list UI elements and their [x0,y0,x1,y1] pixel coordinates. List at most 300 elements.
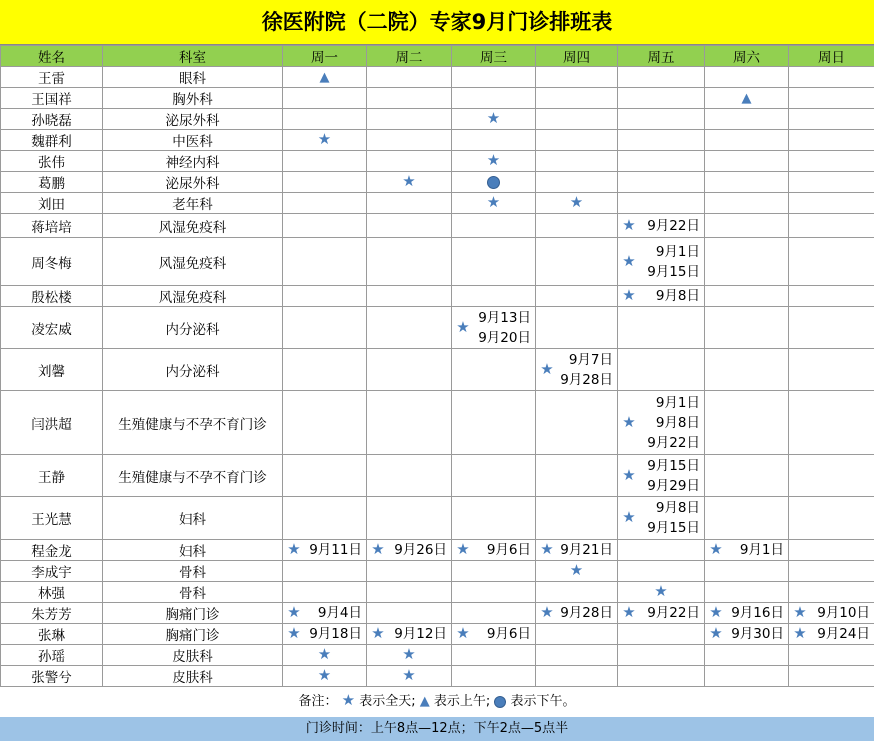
schedule-cell [367,561,452,582]
clinic-date: 9月22日 [640,603,700,623]
clinic-date: 9月22日 [640,433,700,453]
full-day-star-icon: ★ [618,605,640,621]
doctor-name: 殷松楼 [1,286,103,307]
table-row [1,307,874,349]
schedule-cell [618,540,705,561]
table-row [1,109,874,130]
legend-star-text: 表示全天; [359,694,415,709]
clinic-dates [389,624,451,644]
header-mon: 周一 [283,46,367,67]
schedule-cell [789,172,874,193]
clinic-dates [640,242,704,282]
table-row [1,666,874,687]
schedule-cell [618,391,705,455]
legend-circle-text: 表示下午。 [511,694,576,709]
schedule-cell [536,540,618,561]
schedule-cell [618,109,705,130]
schedule-cell [789,455,874,497]
clinic-date: 9月4日 [305,603,362,623]
schedule-cell [789,307,874,349]
schedule-cell [705,67,789,88]
schedule-cell [283,540,367,561]
clinic-dates [389,540,451,560]
schedule-cell [367,238,452,286]
schedule-cell [452,238,536,286]
schedule-cell [367,645,452,666]
full-day-star-icon: ★ [789,605,811,621]
table-row [1,193,874,214]
clinic-date: 9月29日 [640,476,700,496]
schedule-cell [452,130,536,151]
schedule-cell [789,109,874,130]
schedule-cell [283,455,367,497]
schedule-cell [536,109,618,130]
schedule-cell [452,603,536,624]
schedule-cell [536,624,618,645]
schedule-cell [367,666,452,687]
full-day-star-icon: ★ [618,288,640,304]
clinic-date: 9月22日 [640,216,700,236]
clinic-dates [640,286,704,306]
doctor-name: 葛鹏 [1,172,103,193]
clinic-dates [305,624,366,644]
table-row [1,172,874,193]
schedule-cell [618,349,705,391]
schedule-body [1,67,874,687]
full-day-star-icon: ★ [536,542,558,558]
table-row [1,67,874,88]
clinic-date: 9月1日 [640,242,700,262]
schedule-cell [789,497,874,540]
schedule-cell [367,88,452,109]
full-day-star-icon: ★ [566,563,588,579]
doctor-name: 王国祥 [1,88,103,109]
schedule-cell [367,151,452,172]
department: 眼科 [103,67,283,88]
full-day-star-icon: ★ [452,626,474,642]
schedule-cell [367,582,452,603]
schedule-cell [618,172,705,193]
department: 生殖健康与不孕不育门诊 [103,455,283,497]
morning-triangle-icon: ▲ [314,69,336,85]
full-day-star-icon: ★ [536,605,558,621]
schedule-cell [536,307,618,349]
clinic-date: 9月8日 [640,413,700,433]
schedule-cell [536,88,618,109]
clinic-dates [558,350,617,390]
table-row [1,603,874,624]
full-day-star-icon: ★ [536,362,558,378]
clinic-dates [474,308,535,348]
legend-tri-text: 表示上午; [434,694,490,709]
table-row [1,151,874,172]
department: 皮肤科 [103,666,283,687]
schedule-cell [367,286,452,307]
table-row [1,645,874,666]
schedule-cell [536,193,618,214]
full-day-star-icon: ★ [452,542,474,558]
schedule-cell [283,349,367,391]
schedule-cell [283,172,367,193]
full-day-star-icon: ★ [314,668,336,684]
schedule-cell [789,624,874,645]
schedule-cell [789,88,874,109]
schedule-cell [452,455,536,497]
table-row [1,582,874,603]
department: 泌尿外科 [103,109,283,130]
schedule-cell [367,455,452,497]
clinic-hours: 门诊时间：上午8点—12点；下午2点—5点半 [0,717,874,741]
schedule-cell [705,497,789,540]
schedule-cell [618,582,705,603]
clinic-date: 9月12日 [389,624,447,644]
schedule-cell [618,88,705,109]
full-day-star-icon: ★ [705,605,727,621]
doctor-name: 张伟 [1,151,103,172]
department: 风湿免疫科 [103,214,283,238]
full-day-star-icon: ★ [367,542,389,558]
department: 骨科 [103,582,283,603]
schedule-cell [618,561,705,582]
schedule-cell [618,130,705,151]
clinic-date: 9月6日 [474,624,531,644]
full-day-star-icon: ★ [650,584,672,600]
star-icon: ★ [342,691,355,709]
schedule-cell [536,286,618,307]
full-day-star-icon: ★ [314,132,336,148]
morning-triangle-icon: ▲ [736,90,758,106]
schedule-cell [452,624,536,645]
schedule-cell [452,286,536,307]
clinic-date: 9月1日 [640,393,700,413]
schedule-cell [367,497,452,540]
schedule-cell [618,497,705,540]
clinic-dates [558,603,617,623]
schedule-cell [789,645,874,666]
clinic-date: 9月13日 [474,308,531,328]
clinic-dates [474,540,535,560]
schedule-cell [705,214,789,238]
schedule-cell [536,603,618,624]
schedule-cell [452,151,536,172]
doctor-name: 孙瑶 [1,645,103,666]
schedule-cell [618,214,705,238]
table-row [1,88,874,109]
triangle-icon: ▲ [420,694,430,709]
schedule-cell [705,582,789,603]
schedule-cell [618,603,705,624]
table-row [1,130,874,151]
schedule-cell [283,238,367,286]
header-dept: 科室 [103,46,283,67]
doctor-name: 凌宏威 [1,307,103,349]
doctor-name: 朱芳芳 [1,603,103,624]
clinic-dates [727,540,788,560]
full-day-star-icon: ★ [452,320,474,336]
full-day-star-icon: ★ [618,218,640,234]
clinic-dates [305,540,366,560]
department: 内分泌科 [103,349,283,391]
schedule-cell [367,349,452,391]
clinic-dates [640,216,704,236]
clinic-date: 9月28日 [558,603,613,623]
clinic-date: 9月15日 [640,262,700,282]
clinic-dates [640,498,704,538]
schedule-cell [283,497,367,540]
schedule-cell [618,624,705,645]
full-day-star-icon: ★ [618,254,640,270]
doctor-name: 魏群利 [1,130,103,151]
clinic-date: 9月7日 [558,350,613,370]
header-wed: 周三 [452,46,536,67]
full-day-star-icon: ★ [398,647,420,663]
clinic-date: 9月28日 [558,370,613,390]
schedule-cell [452,666,536,687]
doctor-name: 蒋培培 [1,214,103,238]
schedule-cell [789,151,874,172]
schedule-cell [789,666,874,687]
schedule-cell [367,130,452,151]
header-thu: 周四 [536,46,618,67]
table-row [1,497,874,540]
schedule-cell [367,67,452,88]
schedule-table [0,45,874,687]
schedule-cell [789,603,874,624]
department: 骨科 [103,561,283,582]
schedule-cell [536,391,618,455]
department: 风湿免疫科 [103,286,283,307]
schedule-cell [705,666,789,687]
schedule-cell [367,172,452,193]
schedule-cell [705,307,789,349]
legend-prefix: 备注： [298,694,337,709]
doctor-name: 闫洪超 [1,391,103,455]
full-day-star-icon: ★ [483,153,505,169]
schedule-cell [536,645,618,666]
full-day-star-icon: ★ [283,605,305,621]
schedule-cell [283,151,367,172]
schedule-cell [705,645,789,666]
header-sun: 周日 [789,46,874,67]
schedule-cell [705,238,789,286]
schedule-cell [705,561,789,582]
full-day-star-icon: ★ [618,510,640,526]
full-day-star-icon: ★ [618,415,640,431]
clinic-date: 9月8日 [640,286,700,306]
schedule-cell [789,67,874,88]
schedule-cell [618,238,705,286]
doctor-name: 王光慧 [1,497,103,540]
circle-icon [494,696,506,708]
department: 风湿免疫科 [103,238,283,286]
department: 泌尿外科 [103,172,283,193]
clinic-date: 9月30日 [727,624,784,644]
header-row [1,46,874,67]
doctor-name: 王静 [1,455,103,497]
schedule-cell [705,193,789,214]
schedule-cell [452,349,536,391]
table-row [1,624,874,645]
schedule-cell [705,88,789,109]
full-day-star-icon: ★ [283,542,305,558]
clinic-date: 9月20日 [474,328,531,348]
full-day-star-icon: ★ [483,195,505,211]
schedule-cell [618,307,705,349]
full-day-star-icon: ★ [789,626,811,642]
clinic-date: 9月8日 [640,498,700,518]
schedule-cell [705,540,789,561]
schedule-cell [283,645,367,666]
department: 老年科 [103,193,283,214]
clinic-dates [727,603,788,623]
schedule-cell [452,88,536,109]
table-row [1,349,874,391]
schedule-cell [452,582,536,603]
schedule-cell [705,151,789,172]
schedule-cell [283,130,367,151]
schedule-cell [536,130,618,151]
department: 生殖健康与不孕不育门诊 [103,391,283,455]
department: 皮肤科 [103,645,283,666]
clinic-date: 9月11日 [305,540,362,560]
schedule-cell [789,214,874,238]
schedule-cell [452,645,536,666]
schedule-cell [367,540,452,561]
schedule-cell [283,88,367,109]
schedule-cell [536,238,618,286]
table-row [1,540,874,561]
legend-note [0,687,874,717]
schedule-cell [618,151,705,172]
schedule-cell [536,349,618,391]
header-tue: 周二 [367,46,452,67]
full-day-star-icon: ★ [398,668,420,684]
table-row [1,238,874,286]
schedule-cell [789,391,874,455]
clinic-dates [727,624,788,644]
schedule-cell [705,130,789,151]
schedule-cell [283,391,367,455]
department: 妇科 [103,540,283,561]
schedule-cell [618,645,705,666]
clinic-date: 9月21日 [558,540,613,560]
schedule-cell [536,666,618,687]
schedule-cell [283,193,367,214]
schedule-cell [705,109,789,130]
schedule-cell [283,666,367,687]
schedule-cell [705,455,789,497]
clinic-dates [811,603,874,623]
clinic-dates [305,603,366,623]
schedule-cell [283,561,367,582]
schedule-cell [536,582,618,603]
schedule-cell [789,540,874,561]
department: 神经内科 [103,151,283,172]
schedule-cell [367,214,452,238]
schedule-cell [618,67,705,88]
table-row [1,561,874,582]
schedule-cell [367,307,452,349]
schedule-cell [283,307,367,349]
doctor-name: 张琳 [1,624,103,645]
doctor-name: 孙晓磊 [1,109,103,130]
full-day-star-icon: ★ [618,468,640,484]
clinic-date: 9月24日 [811,624,870,644]
schedule-cell [452,561,536,582]
schedule-cell [705,391,789,455]
schedule-cell [452,391,536,455]
clinic-date: 9月15日 [640,456,700,476]
schedule-cell [452,109,536,130]
schedule-cell [705,172,789,193]
table-row [1,455,874,497]
clinic-dates [811,624,874,644]
department: 妇科 [103,497,283,540]
schedule-cell [367,193,452,214]
schedule-cell [452,193,536,214]
schedule-cell [536,497,618,540]
schedule-cell [618,455,705,497]
schedule-cell [789,238,874,286]
full-day-star-icon: ★ [314,647,336,663]
schedule-cell [536,561,618,582]
schedule-cell [283,624,367,645]
schedule-cell [367,603,452,624]
schedule-cell [283,67,367,88]
schedule-cell [283,109,367,130]
clinic-dates [558,540,617,560]
schedule-cell [789,582,874,603]
schedule-cell [618,286,705,307]
department: 胸外科 [103,88,283,109]
schedule-cell [283,214,367,238]
doctor-name: 林强 [1,582,103,603]
full-day-star-icon: ★ [398,174,420,190]
clinic-date: 9月16日 [727,603,784,623]
clinic-dates [640,603,704,623]
schedule-cell [536,151,618,172]
schedule-cell [618,666,705,687]
schedule-cell [283,603,367,624]
doctor-name: 刘馨 [1,349,103,391]
department: 胸痛门诊 [103,603,283,624]
doctor-name: 程金龙 [1,540,103,561]
schedule-cell [367,624,452,645]
header-fri: 周五 [618,46,705,67]
schedule-cell [452,307,536,349]
department: 中医科 [103,130,283,151]
doctor-name: 张警兮 [1,666,103,687]
schedule-cell [789,561,874,582]
schedule-cell [789,130,874,151]
schedule-cell [618,193,705,214]
clinic-date: 9月18日 [305,624,362,644]
clinic-date: 9月10日 [811,603,870,623]
schedule-cell [789,349,874,391]
schedule-cell [536,455,618,497]
clinic-dates [640,393,704,453]
schedule-cell [452,172,536,193]
doctor-name: 刘田 [1,193,103,214]
schedule-cell [789,286,874,307]
department: 内分泌科 [103,307,283,349]
full-day-star-icon: ★ [283,626,305,642]
page-title: 徐医附院（二院）专家9月门诊排班表 [0,0,874,45]
full-day-star-icon: ★ [367,626,389,642]
schedule-cell [536,172,618,193]
clinic-date: 9月6日 [474,540,531,560]
schedule-cell [283,582,367,603]
